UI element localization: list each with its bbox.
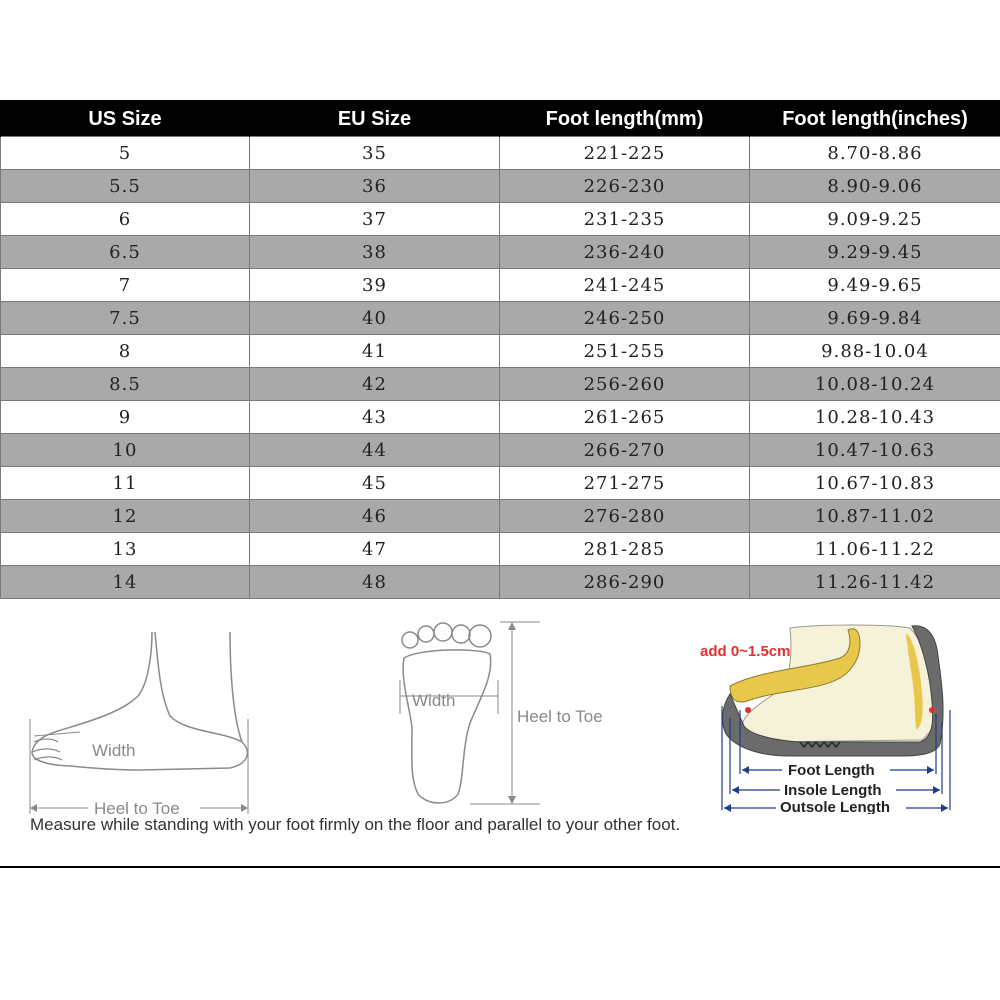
shoe-length-illustration <box>700 614 980 814</box>
cell-eu-size: 42 <box>250 368 500 401</box>
cell-eu-size: 43 <box>250 401 500 434</box>
cell-us-size: 6 <box>1 203 250 236</box>
cell-foot-length-inches: 10.28-10.43 <box>750 401 1000 434</box>
cell-eu-size: 37 <box>250 203 500 236</box>
cell-foot-length-mm: 221-225 <box>500 137 750 170</box>
cell-us-size: 5.5 <box>1 170 250 203</box>
cell-foot-length-mm: 236-240 <box>500 236 750 269</box>
table-row <box>1 302 1000 335</box>
cell-foot-length-mm: 266-270 <box>500 434 750 467</box>
cell-us-size: 12 <box>1 500 250 533</box>
cell-eu-size: 46 <box>250 500 500 533</box>
table-row <box>1 269 1000 302</box>
table-header-row <box>1 102 1000 137</box>
measurement-instruction: Measure while standing with your foot firmly on the floor and parallel to your other foot. <box>30 815 681 834</box>
cell-foot-length-mm: 231-235 <box>500 203 750 236</box>
cell-foot-length-mm: 251-255 <box>500 335 750 368</box>
cell-eu-size: 47 <box>250 533 500 566</box>
table-row <box>1 500 1000 533</box>
cell-us-size: 8.5 <box>1 368 250 401</box>
cell-eu-size: 36 <box>250 170 500 203</box>
side-length-label: Heel to Toe <box>94 799 180 814</box>
cell-foot-length-inches: 9.88-10.04 <box>750 335 1000 368</box>
cell-foot-length-inches: 10.67-10.83 <box>750 467 1000 500</box>
header-eu-size: EU Size <box>250 102 500 137</box>
cell-foot-length-mm: 256-260 <box>500 368 750 401</box>
foot-length-label: Foot Length <box>788 762 875 779</box>
cell-foot-length-mm: 226-230 <box>500 170 750 203</box>
table-row <box>1 533 1000 566</box>
cell-us-size: 8 <box>1 335 250 368</box>
foot-sole-view-illustration <box>390 618 630 808</box>
table-row <box>1 137 1000 170</box>
measurement-illustrations <box>0 604 1000 866</box>
table-row <box>1 236 1000 269</box>
table-row <box>1 170 1000 203</box>
cell-foot-length-inches: 10.47-10.63 <box>750 434 1000 467</box>
table-row <box>1 467 1000 500</box>
cell-eu-size: 35 <box>250 137 500 170</box>
header-us-size: US Size <box>1 102 250 137</box>
add-allowance-label: add 0~1.5cm <box>700 643 791 660</box>
cell-foot-length-inches: 9.09-9.25 <box>750 203 1000 236</box>
cell-foot-length-inches: 11.06-11.22 <box>750 533 1000 566</box>
cell-foot-length-inches: 9.69-9.84 <box>750 302 1000 335</box>
cell-foot-length-inches: 11.26-11.42 <box>750 566 1000 599</box>
cell-eu-size: 39 <box>250 269 500 302</box>
cell-foot-length-inches: 10.08-10.24 <box>750 368 1000 401</box>
cell-foot-length-inches: 9.49-9.65 <box>750 269 1000 302</box>
cell-foot-length-mm: 261-265 <box>500 401 750 434</box>
table-row <box>1 566 1000 599</box>
cell-us-size: 5 <box>1 137 250 170</box>
table-row <box>1 368 1000 401</box>
cell-foot-length-mm: 281-285 <box>500 533 750 566</box>
cell-us-size: 14 <box>1 566 250 599</box>
sole-width-label: Width <box>412 691 456 710</box>
cell-foot-length-inches: 10.87-11.02 <box>750 500 1000 533</box>
cell-us-size: 7.5 <box>1 302 250 335</box>
cell-foot-length-mm: 271-275 <box>500 467 750 500</box>
cell-us-size: 9 <box>1 401 250 434</box>
cell-eu-size: 40 <box>250 302 500 335</box>
table-row <box>1 401 1000 434</box>
cell-us-size: 6.5 <box>1 236 250 269</box>
table-body <box>1 137 1000 599</box>
sole-length-label: Heel to Toe <box>517 707 603 726</box>
size-table <box>0 102 1000 599</box>
cell-eu-size: 44 <box>250 434 500 467</box>
table-row <box>1 335 1000 368</box>
table-row <box>1 203 1000 236</box>
cell-foot-length-inches: 9.29-9.45 <box>750 236 1000 269</box>
cell-us-size: 13 <box>1 533 250 566</box>
cell-us-size: 7 <box>1 269 250 302</box>
header-foot-length-mm: Foot length(mm) <box>500 102 750 137</box>
cell-foot-length-inches: 8.70-8.86 <box>750 137 1000 170</box>
cell-foot-length-mm: 276-280 <box>500 500 750 533</box>
cell-eu-size: 45 <box>250 467 500 500</box>
foot-side-view-illustration <box>20 624 260 814</box>
cell-us-size: 11 <box>1 467 250 500</box>
cell-eu-size: 48 <box>250 566 500 599</box>
cell-foot-length-mm: 246-250 <box>500 302 750 335</box>
cell-foot-length-mm: 286-290 <box>500 566 750 599</box>
table-row <box>1 434 1000 467</box>
cell-foot-length-mm: 241-245 <box>500 269 750 302</box>
insole-length-label: Insole Length <box>784 782 882 799</box>
size-chart <box>0 100 1000 868</box>
side-width-label: Width <box>92 741 136 760</box>
cell-eu-size: 41 <box>250 335 500 368</box>
header-foot-length-inches: Foot length(inches) <box>750 102 1000 137</box>
cell-foot-length-inches: 8.90-9.06 <box>750 170 1000 203</box>
cell-us-size: 10 <box>1 434 250 467</box>
outsole-length-label: Outsole Length <box>780 799 890 814</box>
cell-eu-size: 38 <box>250 236 500 269</box>
